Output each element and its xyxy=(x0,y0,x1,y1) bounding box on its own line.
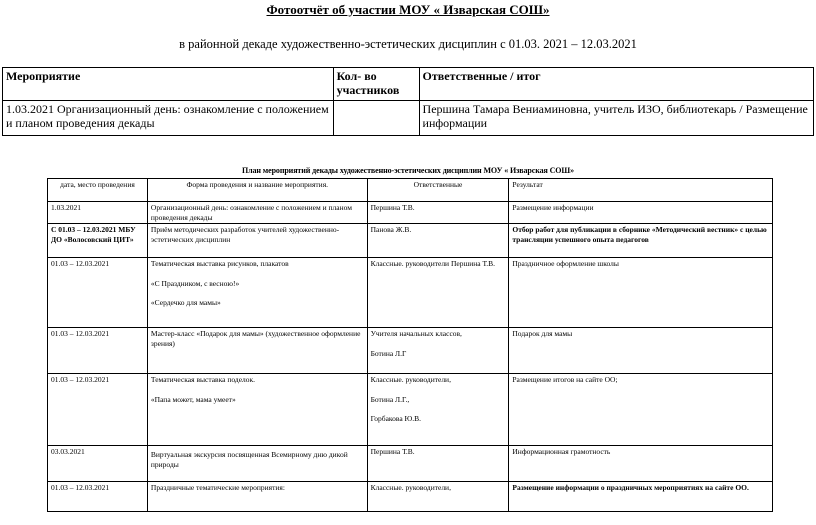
table-row xyxy=(48,374,773,446)
plan-form-text: «Папа может, мама умеет» xyxy=(150,394,236,404)
plan-col-result: Результат xyxy=(509,179,773,202)
plan-date-cell: 01.03 – 12.03.2021 xyxy=(48,258,148,328)
plan-form-text: «Сердечко для мамы» xyxy=(150,298,221,307)
plan-responsible-text: Классные. руководители Першина Т.В. xyxy=(370,259,496,268)
plan-responsible-text: Горбакова Ю.В. xyxy=(370,414,422,423)
plan-responsible-cell xyxy=(367,224,509,258)
summary-event-cell: 1.03.2021 Организационный день: ознакомление с положением и планом проведения декады xyxy=(3,101,334,136)
plan-responsible-cell xyxy=(367,446,509,482)
page-title: Фотоотчёт об участии МОУ « Изварская СОШ» xyxy=(266,2,550,17)
plan-header-row xyxy=(48,179,773,202)
plan-result-cell: Информационная грамотность xyxy=(509,446,773,482)
plan-form-text: Тематическая выставка рисунков, плакатов xyxy=(150,259,289,268)
plan-responsible-cell xyxy=(367,202,509,224)
page-subtitle: в районной декаде художественно-эстетических дисциплин с 01.03. 2021 – 12.03.2021 xyxy=(179,37,637,51)
plan-date-cell: 1.03.2021 xyxy=(48,202,148,224)
table-row xyxy=(48,202,773,224)
summary-col-count: Кол- во участников xyxy=(333,68,419,101)
summary-header-row xyxy=(3,68,814,101)
plan-date-cell: С 01.03 – 12.03.2021 МБУ ДО «Волосовский ЦИТ» xyxy=(48,224,148,258)
plan-responsible-text: Панова Ж.В. xyxy=(370,225,412,234)
plan-form-cell xyxy=(147,374,367,446)
plan-result-cell: Отбор работ для публикации в сборнике «Методический вестник» с целью трансляции успешного опыта педагогов xyxy=(509,224,773,258)
plan-col-responsible: Ответственные xyxy=(367,179,509,202)
plan-result-cell: Подарок для мамы xyxy=(509,328,773,374)
plan-title: План мероприятий декады художественно-эстетических дисциплин МОУ « Изварская СОШ» xyxy=(241,166,575,175)
plan-form-text: Организационный день: ознакомление с положением и планом проведения декады xyxy=(150,203,352,222)
plan-responsible-text: Першина Т.В. xyxy=(370,447,415,456)
plan-result-cell: Размещение итогов на сайте ОО; xyxy=(509,374,773,446)
plan-form-cell xyxy=(147,482,367,512)
plan-form-cell xyxy=(147,258,367,328)
plan-form-cell xyxy=(147,224,367,258)
summary-table xyxy=(2,67,814,136)
plan-col-form: Форма проведения и название мероприятия. xyxy=(147,179,367,202)
table-row xyxy=(3,101,814,136)
plan-result-cell: Праздничное оформление школы xyxy=(509,258,773,328)
plan-responsible-cell xyxy=(367,374,509,446)
plan-form-text: «С Праздником, с весною!» xyxy=(150,278,240,288)
summary-col-event: Мероприятие xyxy=(3,68,334,101)
summary-col-responsible: Ответственные / итог xyxy=(419,68,813,101)
plan-responsible-text: Классные. руководители, xyxy=(370,375,451,384)
summary-count-cell xyxy=(333,101,419,136)
table-row xyxy=(48,446,773,482)
plan-form-text: Виртуальная экскурсия посвященная Всемирному дню дикой природы xyxy=(150,450,348,469)
plan-responsible-cell xyxy=(367,258,509,328)
plan-result-cell: Размещение информации xyxy=(509,202,773,224)
plan-form-text: Мастер-класс «Подарок для мамы» (художественное оформление зрения) xyxy=(150,329,361,348)
plan-responsible-text: Учителя начальных классов, xyxy=(370,329,462,338)
plan-responsible-text: Першина Т.В. xyxy=(370,203,415,212)
plan-table xyxy=(47,178,773,512)
plan-responsible-text: Классные. руководители, xyxy=(370,483,451,492)
table-row xyxy=(48,328,773,374)
plan-responsible-text: Ботина Л.Г., xyxy=(370,394,410,404)
plan-result-cell: Размещение информации о праздничных мероприятиях на сайте ОО. xyxy=(509,482,773,512)
plan-date-cell: 01.03 – 12.03.2021 xyxy=(48,328,148,374)
plan-responsible-cell xyxy=(367,482,509,512)
plan-form-text: Приём методических разработок учителей художественно-эстетических дисциплин xyxy=(150,225,340,244)
table-row xyxy=(48,224,773,258)
table-row xyxy=(48,258,773,328)
plan-form-cell xyxy=(147,446,367,482)
plan-date-cell: 03.03.2021 xyxy=(48,446,148,482)
plan-form-cell xyxy=(147,328,367,374)
plan-form-cell xyxy=(147,202,367,224)
plan-col-date: дата, место проведения xyxy=(48,179,148,202)
table-row xyxy=(48,482,773,512)
plan-responsible-text: Ботина Л.Г xyxy=(370,348,407,358)
plan-date-cell: 01.03 – 12.03.2021 xyxy=(48,374,148,446)
plan-responsible-cell xyxy=(367,328,509,374)
plan-form-text: Тематическая выставка поделок. xyxy=(150,375,256,384)
plan-date-cell: 01.03 – 12.03.2021 xyxy=(48,482,148,512)
summary-responsible-cell: Першина Тамара Вениаминовна, учитель ИЗО, библиотекарь / Размещение информации xyxy=(419,101,813,136)
plan-form-text: Праздничные тематические мероприятия: xyxy=(150,483,285,492)
